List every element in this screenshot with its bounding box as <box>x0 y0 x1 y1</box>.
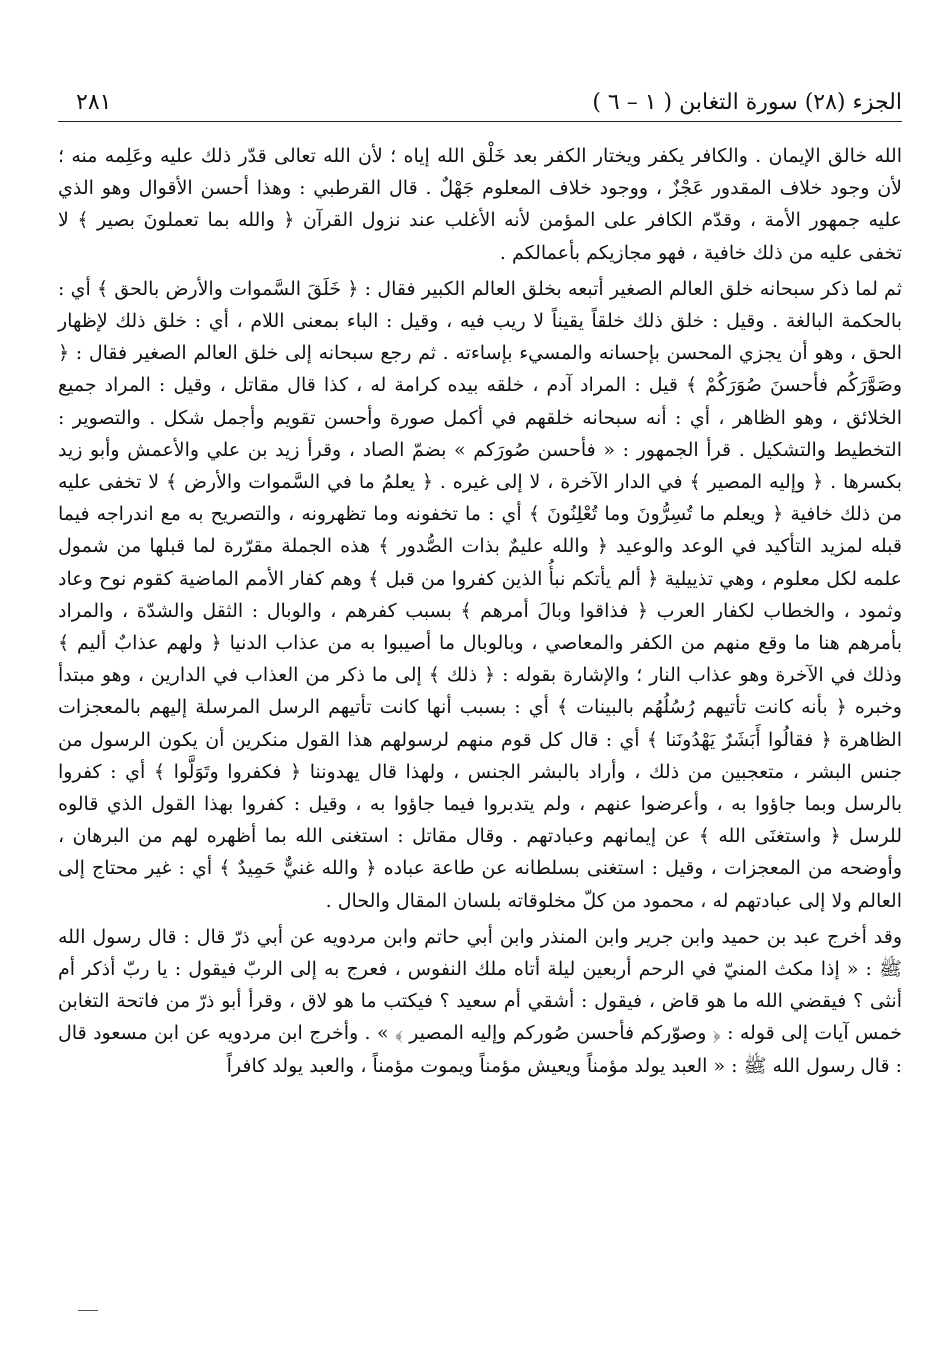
header-rule <box>58 121 902 122</box>
page-number: ٢٨١ <box>76 90 112 115</box>
paragraph-1: الله خالق الإيمان . والكافر يكفر ويختار الكفر بعد خَلْق الله إياه ؛ لأن الله تعالى قدّر ذلك عليه وعَلِمه منه ؛ لأن وجود خلاف المقدور عَجْزٌ ، ووجود خلاف المعلوم جَهْلٌ . قال القرطبي : وهذا أحسن الأقوال وهو الذي عليه جمهور الأمة ، وقدّم الكافر على المؤمن لأنه الأغلب عند نزول القرآن ﴿ والله بما تعملونَ بصير ﴾ لا تخفى عليه من ذلك خافية ، فهو مجازيكم بأعمالكم . <box>58 145 902 264</box>
paragraph-3: وقد أخرج عبد بن حميد وابن جرير وابن المنذر وابن أبي حاتم وابن مردويه عن أبي ذرّ قال : قال رسول الله ﷺ : « إذا مكث المنيّ في الرحم أربعين ليلة أتاه ملك النفوس ، فعرج به إلى الربّ فيقول : يا ربّ أذكر أم أنثى ؟ فيقضي الله ما هو قاض ، فيقول : أشقي أم سعيد ؟ فيكتب ما هو لاق ، وقرأ أبو ذرّ من فاتحة التغابن خمس آيات إلى قوله : ﴿ وصوّركم فأحسن صُوركم وإليه المصير ﴾ » . وأخرج ابن مردويه عن ابن مسعود قال : قال رسول الله ﷺ : « العبد يولد مؤمناً ويعيش مؤمناً ويموت مؤمناً ، والعبد يولد كافراً <box>58 925 902 1077</box>
book-page <box>58 88 902 1318</box>
page-header <box>58 88 902 122</box>
bottom-mark <box>78 1310 98 1311</box>
paragraph-2: ثم لما ذكر سبحانه خلق العالم الصغير أتبعه بخلق العالم الكبير فقال : ﴿ خَلَقَ السَّموات والأرض بالحق ﴾ أي : بالحكمة البالغة . وقيل : خلق ذلك خلقاً يقيناً لا ريب فيه ، وقيل : الباء بمعنى اللام ، أي : خلق ذلك لإظهار الحق ، وهو أن يجزي المحسن بإحسانه والمسيء بإساءته . ثم رجع سبحانه إلى خلق العالم الصغير فقال : ﴿ وصَوَّرَكُم فأحسنَ صُوَرَكُمْ ﴾ قيل : المراد آدم ، خلقه بيده كرامة له ، كذا قال مقاتل ، وقيل : المراد جميع الخلائق ، وهو الظاهر ، أي : أنه سبحانه خلقهم في أكمل صورة وأحسن تقويم وأجمل شكل . والتصوير : التخطيط والتشكيل . قرأ الجمهور : « فأحسن صُورَكم » بضمّ الصاد ، وقرأ زيد بن علي والأعمش وأبو زيد بكسرها . ﴿ وإليه المصير ﴾ في الدار الآخرة ، لا إلى غيره . ﴿ يعلمُ ما في السَّموات والأرض ﴾ لا تخفى عليه من ذلك خافية ﴿ ويعلم ما تُسِرُّونَ وما تُعْلِنُونَ ﴾ أي : ما تخفونه وما تظهرونه ، والتصريح به مع اندراجه فيما قبله لمزيد التأكيد في الوعد والوعيد ﴿ والله عليمٌ بذات الصُّدور ﴾ هذه الجملة مقرّرة لما قبلها من شمول علمه لكل معلوم ، وهي تذييلية ﴿ ألم يأتكم نبأُ الذين كفروا من قبل ﴾ وهم كفار الأمم الماضية كقوم نوح وعاد وثمود ، والخطاب لكفار العرب ﴿ فذاقوا وبالَ أمرهم ﴾ بسبب كفرهم ، والوبال : الثقل والشدّة ، والمراد بأمرهم هنا ما وقع منهم من الكفر والمعاصي ، وبالوبال ما أصيبوا به من عذاب الدنيا ﴿ ولهم عذابٌ أليم ﴾ وذلك في الآخرة وهو عذاب النار ؛ والإشارة بقوله : ﴿ ذلك ﴾ إلى ما ذكر من العذاب في الدارين ، وهو مبتدأ وخبره ﴿ بأنه كانت تأتيهم رُسُلُهُم بالبينات ﴾ أي : بسبب أنها كانت تأتيهم الرسل المرسلة إليهم بالمعجزات الظاهرة ﴿ فقالُوا أَبَشَرٌ يَهْدُونَنا ﴾ أي : قال كل قوم منهم لرسولهم هذا القول منكرين أن يكون الرسول من جنس البشر ، متعجبين من ذلك ، وأراد بالبشر الجنس ، ولهذا قال يهدوننا ﴿ فكفروا وتَوَلَّوا ﴾ أي : كفروا بالرسل وبما جاؤوا به ، وأعرضوا عنهم ، ولم يتدبروا فيما جاؤوا به ، وقيل : كفروا بهذا القول الذي قالوه للرسل ﴿ واستغنَى الله ﴾ عن إيمانهم وعبادتهم . وقال مقاتل : استغنى الله بما أظهره لهم من البرهان ، وأوضحه من المعجزات ، وقيل : استغنى بسلطانه عن طاعة عباده ﴿ والله غنيٌّ حَمِيدٌ ﴾ أي : غير محتاج إلى العالم ولا إلى عبادتهم له ، محمود من كلّ مخلوقاته بلسان المقال والحال . <box>58 277 902 912</box>
running-title: الجزء (٢٨) سورة التغابن ( ١ – ٦ ) <box>592 90 902 115</box>
page-body <box>58 140 902 1082</box>
